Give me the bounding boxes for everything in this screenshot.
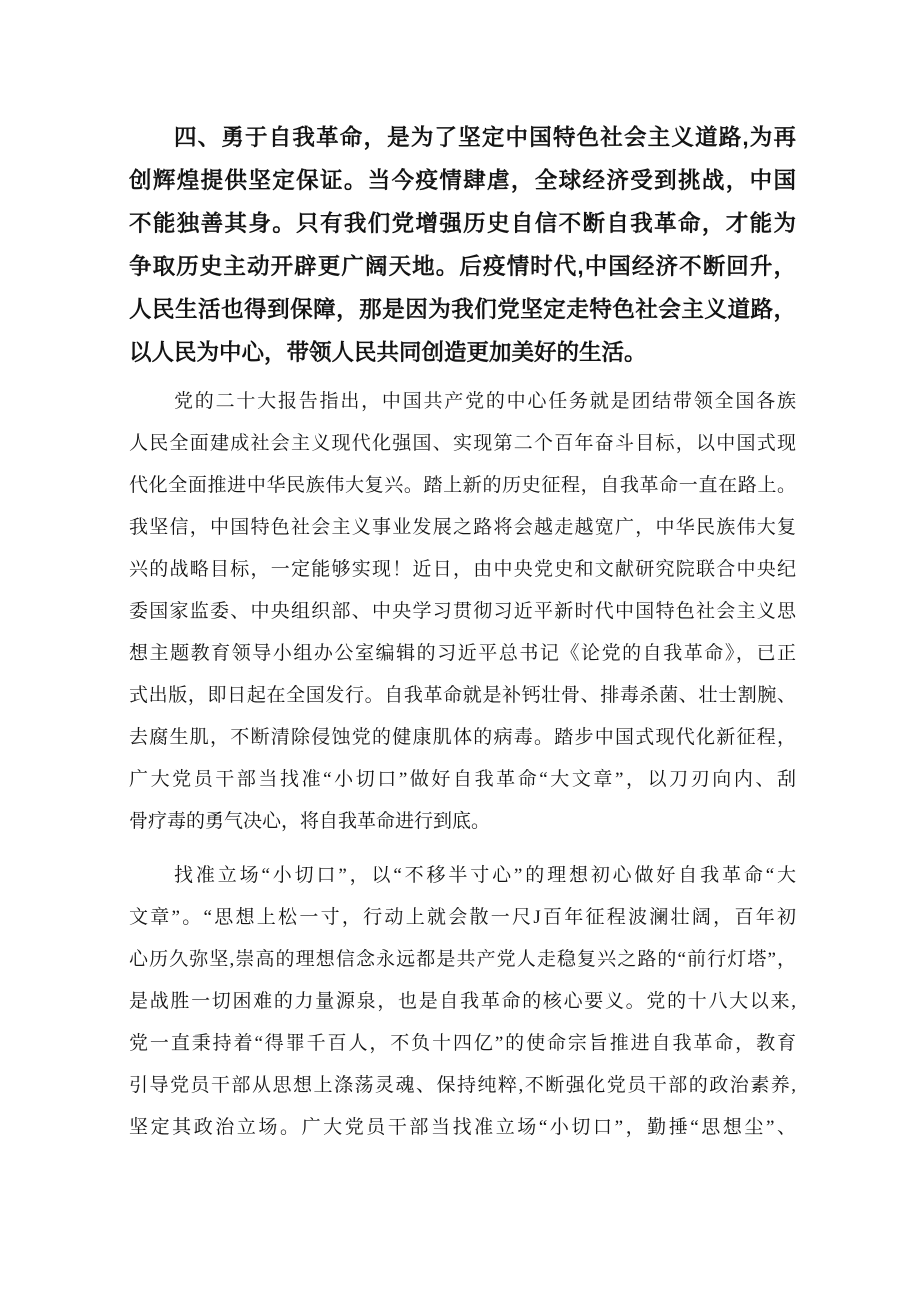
text-line: 以人民为中心，带领人民共同创造更加美好的生活。: [129, 340, 647, 365]
text-block: [129, 116, 796, 1149]
text-line: 委国家监委、中央组织部、中央学习贯彻习近平新时代中国特色社会主义思: [129, 601, 796, 622]
text-line: 创辉煌提供坚定保证。当今疫情肆虐，全球经济受到挑战，中国: [129, 168, 796, 193]
text-line: 四、勇于自我革命，是为了坚定中国特色社会主义道路,为再: [174, 125, 796, 150]
text-line: 争取历史主动开辟更广阔天地。后疫情时代,中国经济不断回升，: [129, 254, 796, 279]
text-line: 找准立场“小切口”，以“不移半寸心”的理想初心做好自我革命“大: [174, 865, 796, 886]
text-line: 党一直秉持着“得罪千百人，不负十四亿”的使命宗旨推进自我革命，教育: [129, 1033, 796, 1054]
paragraph-heading: [129, 116, 796, 374]
text-line: 想主题教育领导小组办公室编辑的习近平总书记《论党的自我革命》，已正: [129, 643, 796, 664]
text-line: 心历久弥坚,崇高的理想信念永远都是共产党人走稳复兴之路的“前行灯塔”，: [129, 949, 796, 970]
text-line: 式出版，即日起在全国发行。自我革命就是补钙壮骨、排毒杀菌、壮士割腕、: [129, 685, 796, 706]
text-line: 坚定其政治立场。广大党员干部当找准立场“小切口”，勤捶“思想尘”、: [129, 1117, 796, 1138]
text-line: 党的二十大报告指出，中国共产党的中心任务就是团结带领全国各族: [174, 391, 796, 412]
text-line: 兴的战略目标，一定能够实现！近日，由中央党史和文献研究院联合中央纪: [129, 559, 796, 580]
text-line: 我坚信，中国特色社会主义事业发展之路将会越走越宽广，中华民族伟大复: [129, 517, 796, 538]
text-line: 代化全面推进中华民族伟大复兴。踏上新的历史征程，自我革命一直在路上。: [129, 475, 796, 496]
text-line: 人民全面建成社会主义现代化强国、实现第二个百年奋斗目标，以中国式现: [129, 433, 796, 454]
text-line: 骨疗毒的勇气决心，将自我革命进行到底。: [129, 811, 491, 832]
text-line: 去腐生肌，不断清除侵蚀党的健康肌体的病毒。踏步中国式现代化新征程，: [129, 727, 796, 748]
text-line: 是战胜一切困难的力量源泉，也是自我革命的核心要义。党的十八大以来,: [129, 991, 796, 1012]
text-line: 人民生活也得到保障，那是因为我们党坚定走特色社会主义道路，: [129, 297, 796, 322]
paragraph-body-2: [129, 855, 796, 1149]
text-line: 文章”。“思想上松一寸，行动上就会散一尺J百年征程波澜壮阔，百年初: [129, 907, 796, 928]
text-line: 广大党员干部当找准“小切口”做好自我革命“大文章”，以刀刃向内、刮: [129, 769, 796, 790]
text-line: 不能独善其身。只有我们党增强历史自信不断自我革命，才能为: [129, 211, 796, 236]
paragraph-body-1: [129, 381, 796, 843]
text-line: 引导党员干部从思想上涤荡灵魂、保持纯粹,不断强化党员干部的政治素养,: [129, 1075, 796, 1096]
